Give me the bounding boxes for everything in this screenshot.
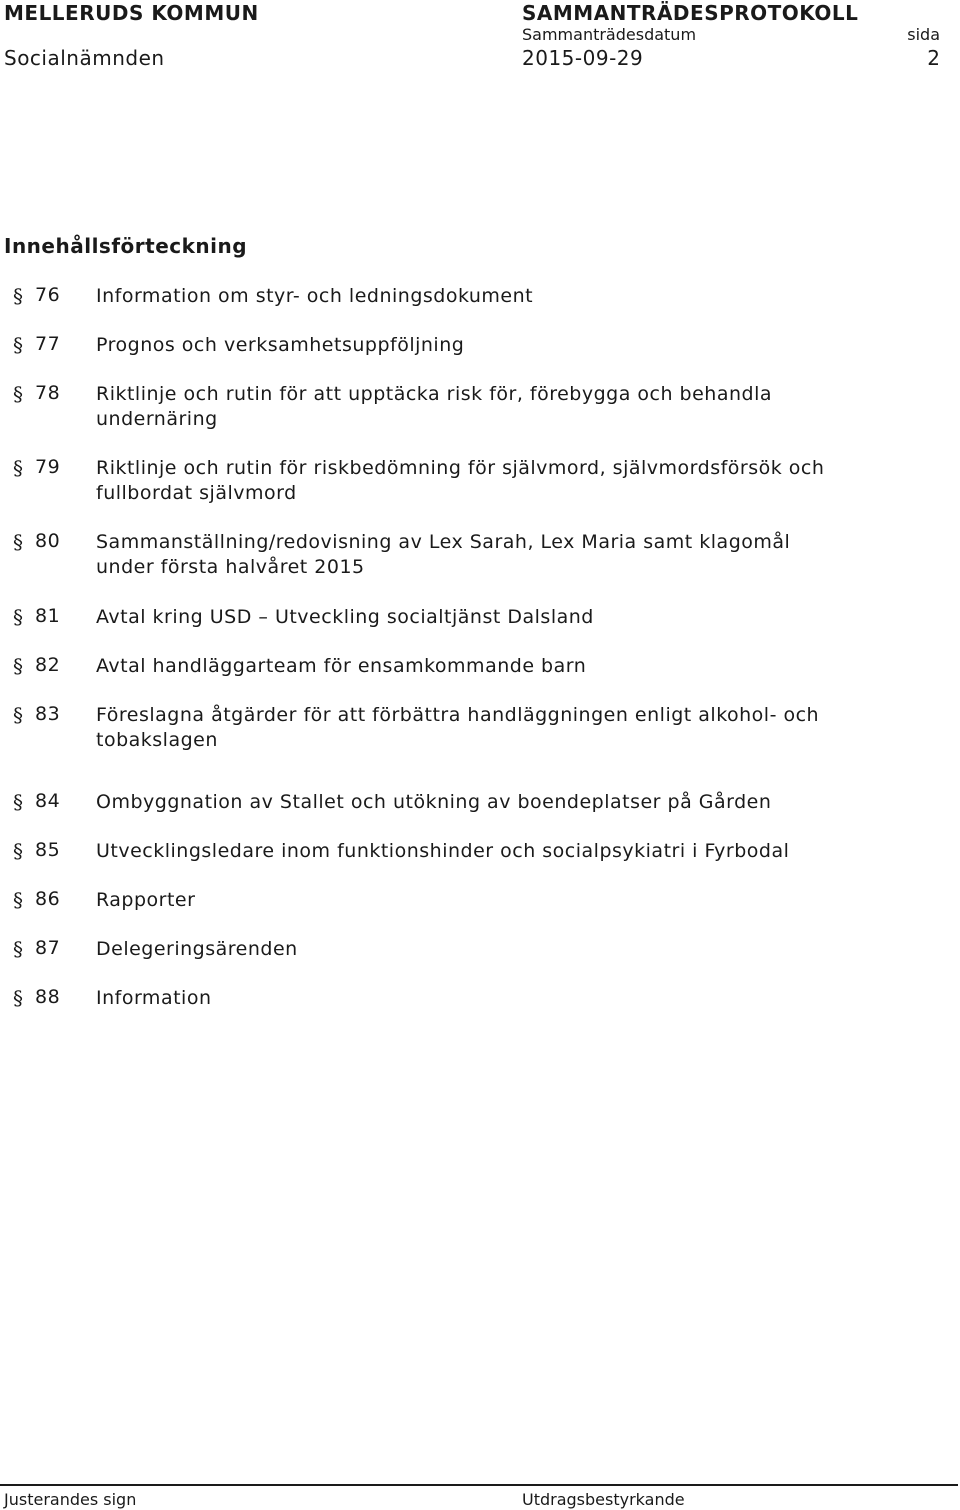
section-title: Rapporter <box>96 889 196 911</box>
section-number: 83 <box>35 703 61 725</box>
department-name: Socialnämnden <box>4 46 165 70</box>
section-number: 88 <box>35 986 61 1008</box>
section-number: 79 <box>35 456 61 478</box>
section-symbol: § <box>13 937 23 961</box>
page-number: 2 <box>927 46 940 70</box>
document-title: SAMMANTRÄDESPROTOKOLL <box>522 1 859 25</box>
section-number: 82 <box>35 654 61 676</box>
section-symbol: § <box>13 839 23 863</box>
section-title: Sammanställning/redovisning av Lex Sarah, Lex Maria samt klagomål under första halvåret 2015 <box>96 531 791 578</box>
date-label: Sammanträdesdatum <box>522 25 697 44</box>
section-title: Avtal handläggarteam för ensamkommande barn <box>96 655 587 677</box>
section-symbol: § <box>13 333 23 357</box>
section-symbol: § <box>13 382 23 406</box>
footer-divider <box>0 1484 958 1486</box>
section-number: 84 <box>35 790 61 812</box>
section-number: 80 <box>35 530 61 552</box>
toc-heading: Innehållsförteckning <box>4 234 248 258</box>
section-symbol: § <box>13 530 23 554</box>
section-symbol: § <box>13 888 23 912</box>
section-symbol: § <box>13 605 23 629</box>
section-symbol: § <box>13 986 23 1010</box>
section-number: 77 <box>35 333 61 355</box>
justerandes-sign-label: Justerandes sign <box>4 1490 137 1509</box>
section-title: Riktlinje och rutin för riskbedömning för självmord, självmordsförsök och fullbordat självmord <box>96 457 825 504</box>
section-title: Delegeringsärenden <box>96 938 298 960</box>
section-title: Information om styr- och ledningsdokument <box>96 285 534 307</box>
section-number: 78 <box>35 382 61 404</box>
utdragsbestyrkande-label: Utdragsbestyrkande <box>522 1490 685 1509</box>
section-symbol: § <box>13 790 23 814</box>
section-number: 85 <box>35 839 61 861</box>
section-symbol: § <box>13 284 23 308</box>
section-title: Avtal kring USD – Utveckling socialtjänst Dalsland <box>96 606 594 628</box>
section-symbol: § <box>13 654 23 678</box>
section-title: Ombyggnation av Stallet och utökning av boendeplatser på Gården <box>96 791 772 813</box>
organization-name: MELLERUDS KOMMUN <box>4 1 259 25</box>
section-title: Utvecklingsledare inom funktionshinder och socialpsykiatri i Fyrbodal <box>96 840 790 862</box>
section-symbol: § <box>13 703 23 727</box>
section-title: Föreslagna åtgärder för att förbättra handläggningen enligt alkohol- och tobakslagen <box>96 704 820 751</box>
section-title: Riktlinje och rutin för att upptäcka risk för, förebygga och behandla undernäring <box>96 383 773 430</box>
section-title: Prognos och verksamhetsuppföljning <box>96 334 465 356</box>
section-title: Information <box>96 987 212 1009</box>
section-number: 87 <box>35 937 61 959</box>
page-label: sida <box>907 25 940 44</box>
meeting-date: 2015-09-29 <box>522 46 644 70</box>
section-symbol: § <box>13 456 23 480</box>
section-number: 76 <box>35 284 61 306</box>
section-number: 81 <box>35 605 61 627</box>
section-number: 86 <box>35 888 61 910</box>
